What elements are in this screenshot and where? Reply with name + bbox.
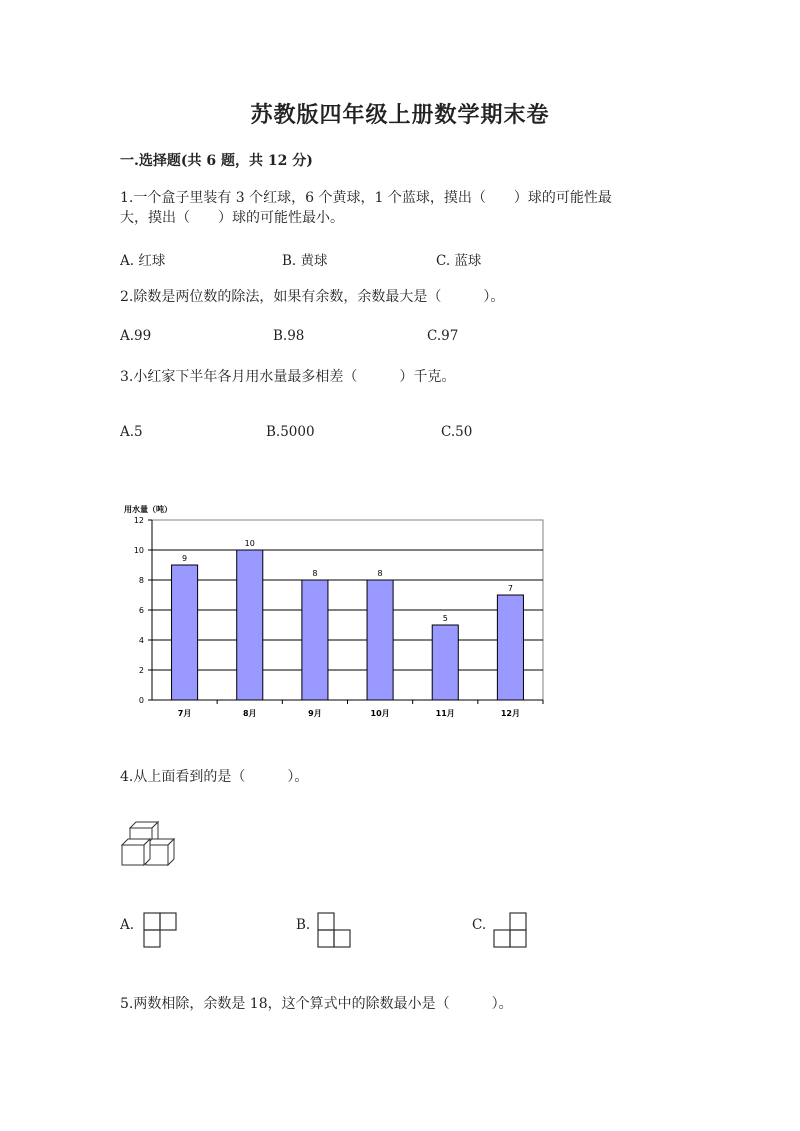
chart-y-tick-label: 2 xyxy=(138,666,144,675)
question-4-text: 4.从上面看到的是（ ）。 xyxy=(120,769,309,785)
chart-bar xyxy=(497,595,523,700)
chart-y-tick-label: 12 xyxy=(133,516,144,525)
chart-data-label: 8 xyxy=(377,569,383,578)
chart-data-label: 8 xyxy=(312,569,318,578)
option-a-top-view-icon xyxy=(143,912,179,948)
question-1-line-1: 1.一个盒子里装有 3 个红球，6 个黄球，1 个蓝球，摸出（ ）球的可能性最 xyxy=(120,190,612,206)
question-1-option-a: A. 红球 xyxy=(120,253,166,269)
chart-y-tick-label: 10 xyxy=(133,546,144,555)
question-2-option-b: B.98 xyxy=(273,328,305,344)
chart-x-tick-label: 10月 xyxy=(370,709,390,718)
question-4-option-c: C. xyxy=(472,917,487,933)
section-heading: 一.选择题(共 6 题，共 12 分) xyxy=(120,153,313,169)
page-title: 苏教版四年级上册数学期末卷 xyxy=(250,102,550,128)
chart-y-tick-label: 6 xyxy=(138,606,144,615)
question-3-option-c: C.50 xyxy=(441,424,473,440)
chart-y-axis-label: 用水量（吨） xyxy=(124,505,172,514)
question-3-text: 3.小红家下半年各月用水量最多相差（ ）千克。 xyxy=(120,369,456,385)
question-5-text: 5.两数相除，余数是 18，这个算式中的除数最小是（ ）。 xyxy=(120,996,513,1012)
chart-y-tick-label: 8 xyxy=(138,576,144,585)
chart-x-tick-label: 7月 xyxy=(177,709,192,718)
chart-y-tick-label: 0 xyxy=(138,696,144,705)
chart-bar xyxy=(302,580,328,700)
question-3-option-b: B.5000 xyxy=(266,424,315,440)
chart-bar xyxy=(432,625,458,700)
chart-x-tick-label: 8月 xyxy=(242,709,257,718)
question-1-option-b: B. 黄球 xyxy=(282,253,328,269)
chart-bar xyxy=(367,580,393,700)
chart-data-label: 9 xyxy=(182,554,188,563)
question-2-text: 2.除数是两位数的除法，如果有余数，余数最大是（ ）。 xyxy=(120,289,505,305)
question-2-option-a: A.99 xyxy=(120,328,152,344)
water-usage-bar-chart xyxy=(110,498,560,728)
chart-x-tick-label: 12月 xyxy=(500,709,520,718)
option-c-top-view-icon xyxy=(493,912,529,948)
question-4-option-b: B. xyxy=(296,917,311,933)
cube-front-face xyxy=(122,845,144,865)
option-b-top-view-icon xyxy=(317,912,353,948)
question-1-line-2: 大，摸出（ ）球的可能性最小。 xyxy=(120,210,344,226)
chart-x-tick-label: 9月 xyxy=(308,709,322,718)
question-3-option-a: A.5 xyxy=(120,424,143,440)
chart-bar xyxy=(172,565,198,700)
question-1-option-c: C. 蓝球 xyxy=(436,253,482,269)
question-2-option-c: C.97 xyxy=(427,328,459,344)
chart-data-label: 5 xyxy=(442,614,448,623)
chart-y-tick-label: 4 xyxy=(138,636,144,645)
question-4-option-a: A. xyxy=(120,917,135,933)
chart-x-tick-label: 11月 xyxy=(435,709,455,718)
chart-data-label: 10 xyxy=(244,539,255,548)
chart-bar xyxy=(237,550,263,700)
stacked-cubes-figure xyxy=(120,820,180,868)
chart-data-label: 7 xyxy=(507,584,513,593)
